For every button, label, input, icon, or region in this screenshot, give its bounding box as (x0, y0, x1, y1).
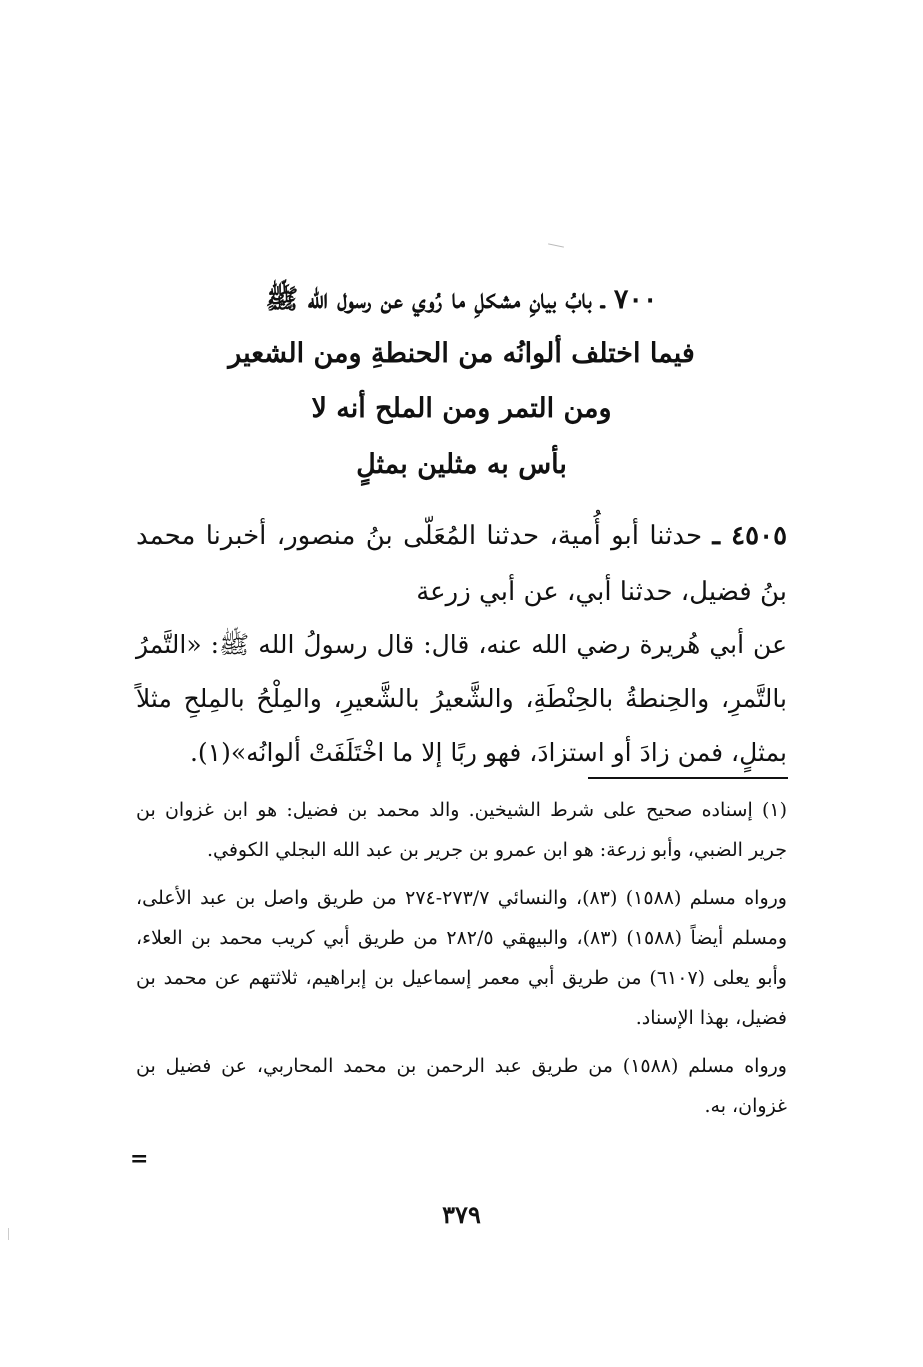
chapter-title-line-1: ٧٠٠ ـ بابُ بيانِ مشكلِ ما رُوي عن رسول الله ﷺ (265, 284, 658, 315)
footnotes (136, 790, 787, 1134)
continuation-mark: = (130, 1146, 149, 1172)
chapter-title-line-4: بأس به مثلين بمثلٍ (356, 449, 567, 480)
footnote-separator (588, 777, 788, 779)
hadith-text: عن أبي هُريرة رضي الله عنه، قال: قال رسولُ الله ﷺ: «التَّمرُ بالتَّمرِ، والحِنطةُ بالحِنْطَةِ، والشَّعيرُ بالشَّعيرِ، والمِلْحُ بالمِلحِ مثلاً بمثلٍ، فمن زادَ أو استزادَ، فهو ربًا إلا ما اخْتَلَفَتْ ألوانُه»(١). (136, 630, 787, 767)
hadith-chain (136, 508, 787, 620)
footnote-1: (١) إسناده صحيح على شرط الشيخين. والد محمد بن فضيل: هو ابن غزوان بن جرير الضبي، وأبو زرعة: هو ابن عمرو بن جرير بن عبد الله البجلي الكوفي. (136, 799, 787, 861)
page-number: ٣٧٩ (442, 1200, 481, 1229)
margin-mark (8, 1228, 9, 1240)
hadith-number: ٤٥٠٥ ـ (712, 521, 788, 551)
footnote-2: ورواه مسلم (١٥٨٨) (٨٣)، والنسائي ٢٧٣/٧-٢٧٤ من طريق واصل بن عبد الأعلى، ومسلم أيضاً (١٥٨٨) (٨٣)، والبيهقي ٢٨٢/٥ من طريق أبي كريب محمد بن العلاء، وأبو يعلى (٦١٠٧) من طريق أبي معمر إسماعيل بن إبراهيم، ثلاثتهم عن محمد بن فضيل، بهذا الإسناد. (136, 887, 788, 1029)
scan-speck (548, 243, 564, 247)
footnote-3: ورواه مسلم (١٥٨٨) من طريق عبد الرحمن بن محمد المحاربي، عن فضيل بن غزوان، به. (136, 1055, 787, 1117)
chapter-title-line-3: ومن التمر ومن الملح أنه لا (311, 393, 612, 424)
chapter-title-line-2: فيما اختلف ألوانُه من الحنطةِ ومن الشعير (228, 338, 695, 369)
hadith-chain-text: حدثنا أبو أُمية، حدثنا المُعَلّى بنُ منصور، أخبرنا محمد بنُ فضيل، حدثنا أبي، عن أبي زرعة (136, 521, 787, 607)
